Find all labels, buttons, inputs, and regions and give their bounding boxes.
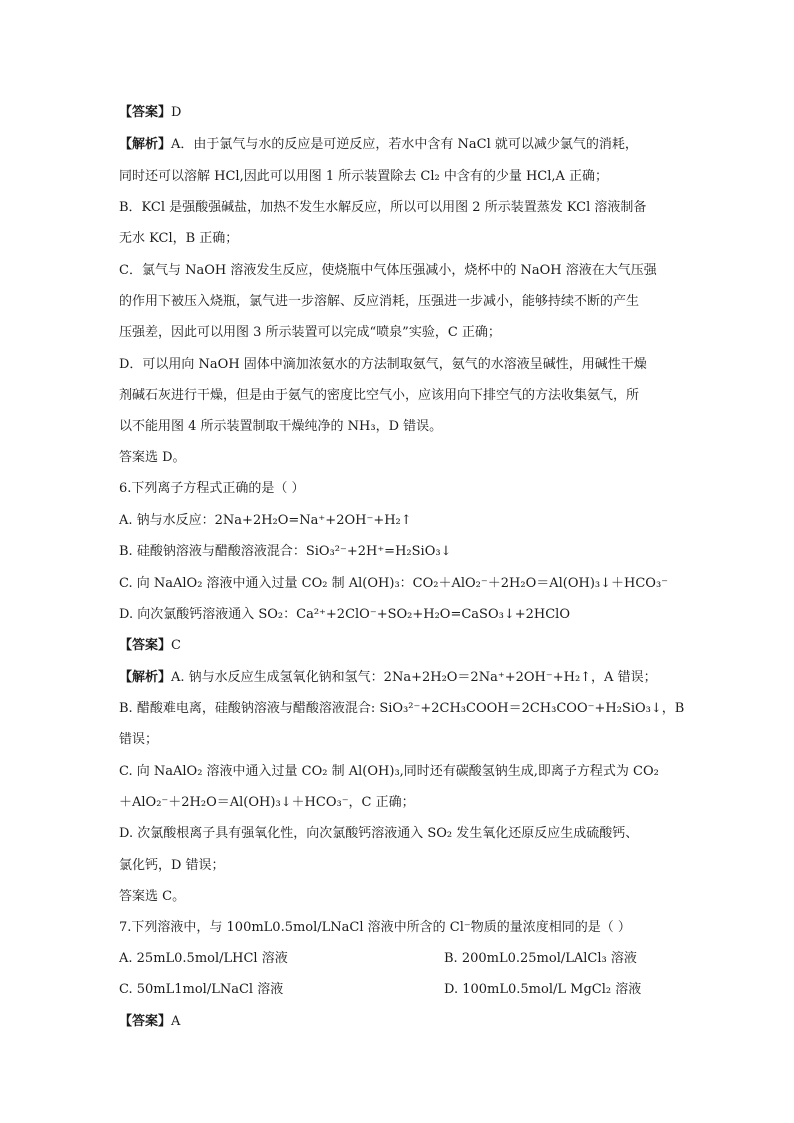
answer-value: C bbox=[171, 638, 181, 653]
q5-analysis-line: 压强差，因此可以用图 3 所示装置可以完成“喷泉”实验，C 正确； bbox=[119, 325, 501, 340]
analysis-text: A．由于氯气与水的反应是可逆反应，若水中含有 NaCl 就可以减少氯气的消耗， bbox=[171, 137, 638, 152]
answer-value: A bbox=[171, 1014, 181, 1029]
q5-analysis-line: C．氯气与 NaOH 溶液发生反应，使烧瓶中气体压强减小，烧杯中的 NaOH 溶液在大气压强 bbox=[119, 263, 657, 278]
q5-analysis-line bbox=[119, 136, 638, 154]
q6-conclusion: 答案选 C。 bbox=[119, 889, 186, 904]
q6-analysis-line bbox=[119, 669, 657, 687]
analysis-text: A. 钠与水反应生成氢氧化钠和氢气：2Na+2H₂O＝2Na⁺+2OH⁻+H₂↑，A 错误； bbox=[171, 670, 657, 685]
q7-answer bbox=[119, 1013, 180, 1031]
q6-analysis-line: D. 次氯酸根离子具有强氧化性，向次氯酸钙溶液通入 SO₂ 发生氧化还原反应生成硫酸钙、 bbox=[119, 826, 639, 841]
q7-option-b: B. 200mL0.25mol/LAlCl₃ 溶液 bbox=[444, 951, 637, 966]
q6-option-b: B. 硅酸钠溶液与醋酸溶液混合：SiO₃²⁻+2H⁺=H₂SiO₃↓ bbox=[119, 544, 452, 559]
q6-stem: 6.下列离子方程式正确的是（ ） bbox=[119, 481, 305, 496]
q6-option-a: A. 钠与水反应：2Na+2H₂O=Na⁺+2OH⁻+H₂↑ bbox=[119, 513, 412, 528]
q7-option-d: D. 100mL0.5mol/L MgCl₂ 溶液 bbox=[444, 982, 642, 997]
q5-conclusion: 答案选 D。 bbox=[119, 450, 186, 465]
q6-analysis-line: 氯化钙，D 错误； bbox=[119, 858, 225, 873]
q6-analysis-line: C. 向 NaAlO₂ 溶液中通入过量 CO₂ 制 Al(OH)₃,同时还有碳酸氢钠生成,即离子方程式为 CO₂ bbox=[119, 764, 659, 779]
q5-analysis-line: 剂碱石灰进行干燥，但是由于氨气的密度比空气小，应该用向下排空气的方法收集氨气，所 bbox=[119, 388, 640, 403]
q6-option-d: D. 向次氯酸钙溶液通入 SO₂：Ca²⁺+2ClO⁻+SO₂+H₂O=CaSO₃↓+2HClO bbox=[119, 607, 570, 622]
answer-value: D bbox=[171, 105, 182, 120]
analysis-tag: 【解析】 bbox=[119, 137, 172, 152]
q5-answer bbox=[119, 104, 181, 122]
q7-stem: 7.下列溶液中，与 100mL0.5mol/LNaCl 溶液中所含的 Cl⁻物质的量浓度相同的是（ ） bbox=[119, 920, 631, 935]
q5-analysis-line: B．KCl 是强酸强碱盐，加热不发生水解反应，所以可以用图 2 所示装置蒸发 KCl 溶液制备 bbox=[119, 200, 647, 215]
answer-tag: 【答案】 bbox=[119, 638, 172, 653]
answer-tag: 【答案】 bbox=[119, 105, 172, 120]
q5-analysis-line: 无水 KCl，B 正确； bbox=[119, 231, 239, 246]
q6-option-c: C. 向 NaAlO₂ 溶液中通入过量 CO₂ 制 Al(OH)₃：CO₂＋AlO₂⁻＋2H₂O＝Al(OH)₃↓＋HCO₃⁻ bbox=[119, 576, 669, 591]
answer-tag: 【答案】 bbox=[119, 1014, 172, 1029]
q6-analysis-line: ＋AlO₂⁻＋2H₂O＝Al(OH)₃↓＋HCO₃⁻，C 正确； bbox=[119, 795, 415, 810]
q5-analysis-line: D．可以用向 NaOH 固体中滴加浓氨水的方法制取氨气，氨气的水溶液呈碱性，用碱性干燥 bbox=[119, 357, 647, 372]
q7-option-a: A. 25mL0.5mol/LHCl 溶液 bbox=[119, 951, 288, 966]
q5-analysis-line: 以不能用图 4 所示装置制取干燥纯净的 NH₃，D 错误。 bbox=[119, 419, 443, 434]
q5-analysis-line: 的作用下被压入烧瓶，氯气进一步溶解、反应消耗，压强进一步减小，能够持续不断的产生 bbox=[119, 294, 640, 309]
q5-analysis-line: 同时还可以溶解 HCl,因此可以用图 1 所示装置除去 Cl₂ 中含有的少量 HCl,A 正确； bbox=[119, 169, 609, 184]
analysis-tag: 【解析】 bbox=[119, 670, 172, 685]
q6-analysis-line: B. 醋酸难电离，硅酸钠溶液与醋酸溶液混合: SiO₃²⁻+2CH₃COOH＝2CH₃COO⁻+H₂SiO₃↓，B bbox=[119, 701, 685, 716]
q6-answer bbox=[119, 637, 181, 655]
q7-option-c: C. 50mL1mol/LNaCl 溶液 bbox=[119, 982, 284, 997]
q6-analysis-line: 错误； bbox=[119, 732, 159, 747]
